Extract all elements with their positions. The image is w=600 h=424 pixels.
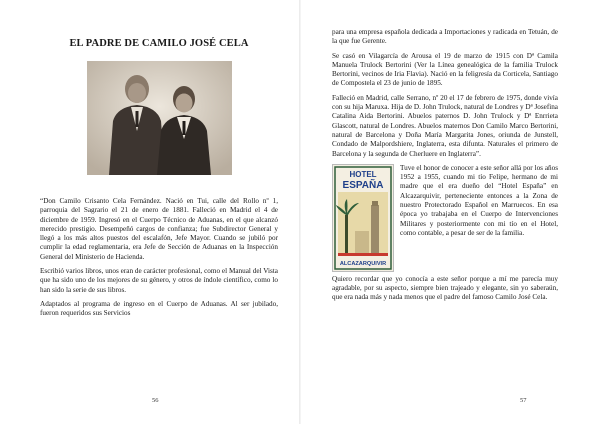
portrait-photo-image: [87, 61, 232, 175]
paragraph: Falleció en Madrid, calle Serrano, nº 20 el 17 de febrero de 1975, donde vivía con su hija Maruxa. Hija de D. John Trulock, natural de Londres y Dª Josefina Catalina Aida Bertorini. Abuelos paternos D. John Trulock y Dª Enrrieta Glascott, natural de Londres. Abuelos maternos Don Camilo Marco Bertorini, natural de Barcelona y Doña María Margarita Jones, oriunda de Junstell, Condado de Malpordshiere, Inglaterra, esta difunta. Naturales el primero de Barcelona y la segunda de Cherluere en Inglaterra”.: [332, 93, 558, 158]
paragraph: Se casó en Vilagarcía de Arousa el 19 de marzo de 1915 con Dª Camila Manuela Trulock Bertorini (Ver la Línea genealógica de la familia Trulock Bertorini, vecinos de Iria Flavia). Nació en la feligresía da Corticela, Santiago de Compostela el 23 de junio de 1895.: [332, 51, 558, 88]
paragraph: Quiero recordar que yo conocía a este señor porque a mí me parecía muy agradable, por su aspecto, siempre bien trajeado y elegante, sin yo saberaún, que era nada más y nada menos que el padre del famoso Camilo José Cela.: [332, 274, 558, 302]
paragraph: Adaptados al programa de ingreso en el Cuerpo de Aduanas. Al ser jubilado, fueron requeridos sus Servicios: [40, 299, 278, 318]
hotel-poster-image: [333, 165, 393, 271]
left-body-text: [40, 197, 278, 319]
poster-line3: ALCAZARQUIVIR: [339, 260, 387, 267]
hotel-poster: [332, 164, 394, 272]
page-number: 56: [152, 397, 159, 404]
paragraph: para una empresa española dedicada a Importaciones y radicada en Tetuán, de la que fue Gerente.: [332, 28, 558, 46]
paragraph: “Don Camilo Crisanto Cela Fernández. Nació en Tui, calle del Rollo nº 1, parroquia del Sagrario el 21 de enero de 1881. Falleció en Madrid el 4 de diciembre de 1959. Ingresó en el Cuerpo Técnico de Aduanas, en el que alcanzó merecido prestigio. Desempeñó cargos de confianza; fue Subdirector General y llegó a los más altos puestos del escalafón, Jefe Mayor. Cuando se jubiló por cumplir la edad reglamentaria, era Jefe de Sección de Aduanas en la Inspección General del Ministerio de Hacienda.: [40, 197, 278, 261]
page-number: 57: [520, 397, 527, 404]
chapter-title: EL PADRE DE CAMILO JOSÉ CELA: [69, 38, 249, 49]
paragraph: Tuve el honor de conocer a este señor allá por los años 1952 a 1955, cuando mi tío Felipe, hermano de mi madre que el era dueño del “Hotel España” en Alcazarquivir, perteneciente entonces a la Zona de nuestro Protectorado Español en Marruecos. En esa época yo trabajaba en el Cuerpo de Intervenciones Militares y posteriormente con mi tío en el Hotel, como contable, a pesar de ser de la familia.: [400, 163, 558, 237]
portrait-photo: [87, 61, 232, 175]
right-page: [300, 0, 600, 424]
poster-line1: HOTEL: [349, 169, 377, 179]
poster-line2: ESPAÑA: [342, 179, 384, 191]
paragraph: Escribió varios libros, unos eran de carácter profesional, como el Manual del Vista que ha sido uno de los mejores de su género, y otros de índole científico, como lo han sido la serie de sus libros.: [40, 267, 278, 294]
